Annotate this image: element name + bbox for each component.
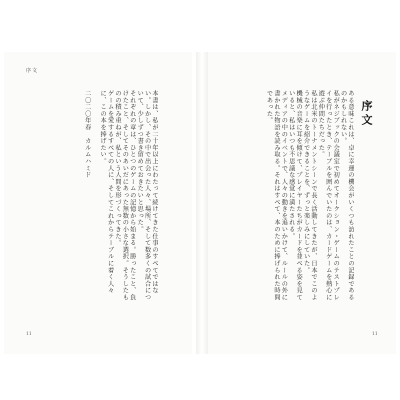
book-gutter xyxy=(196,52,208,354)
signature: 二〇二〇年春 カルムハミド xyxy=(83,90,91,179)
chapter-title: 序文 xyxy=(360,100,373,128)
page-number-left: 11 xyxy=(26,332,32,337)
paragraph: それぞれの章は、ひとつのゲームの記憶から始まる。勝ったこと、負けたこと、そしてそのあいだにあった無数の小さな選択。そうしたものの積み重ねが、私という人間を形づくってきた。 xyxy=(113,90,136,301)
right-page-body xyxy=(232,90,354,302)
paragraph: 本書は、私が二十年以上にわたって続けてきた仕事のすべてではない。しかし、その中で出会った人々、場所、そして数多くの試合について、少しずつ書き留めておきたいと思った。 xyxy=(136,90,158,301)
paragraph: 私は北米のトーナメントシーンで長く活動してきたが、日本でこのようなゲームを紹介できることを、ずっと楽しみにしていた。 xyxy=(302,90,317,301)
page-number-right: 11 xyxy=(372,332,378,337)
running-head: 序文 xyxy=(26,68,39,74)
paragraph: メディアの中のイベントで、人々の動きを追いかけて、ルールの外に書かれた物語を読み取る。それはすべて、本のために捧げられた時間であった。 xyxy=(265,90,288,301)
paragraph: 機械の音楽に耳を傾けて、プレイヤーたちがカードを並べる姿を見ていると、私はいつも不思議な感覚に満たされる。 xyxy=(287,90,303,301)
left-page-body xyxy=(30,90,158,302)
paragraph: ある意味これは、卓に幸運の機会がいくつも訪れたことの記録であるのかもしれない。 xyxy=(339,90,354,301)
paragraph: ゲームを愛するすべての人に、そしてこれからテーブルに着く人々に、この本を捧げたい。 xyxy=(99,90,114,294)
paragraph: 私がネジブックの会議室で初めてオークション・ゲームのテストプレイを行ったとき、テーブルを囲んでいたのは、カードゲームを熱心に遊ぶ仲間たちだった。 xyxy=(317,90,340,301)
